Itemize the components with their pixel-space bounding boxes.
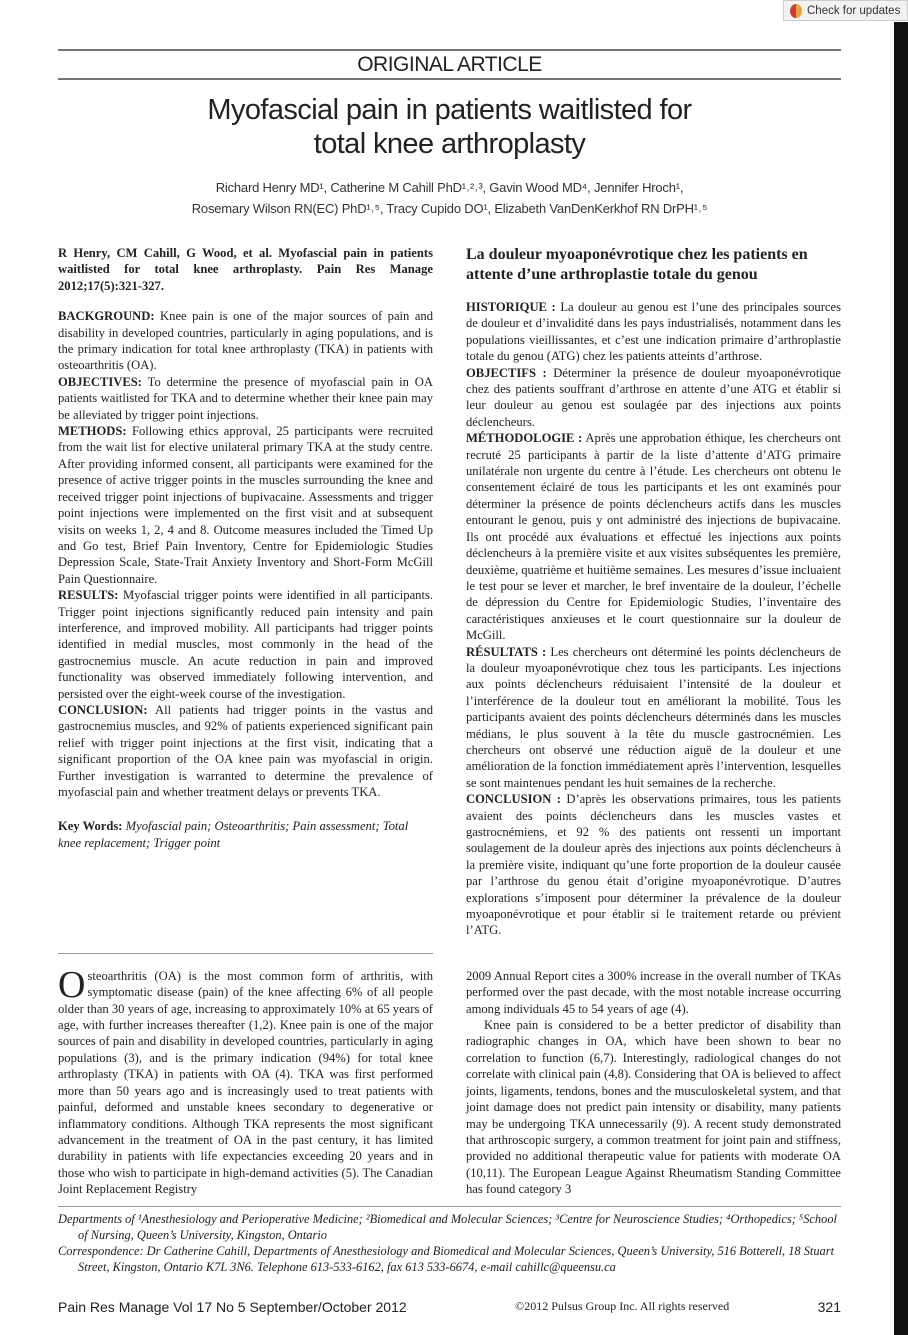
abstract-section [58, 308, 433, 374]
abstract-row [58, 245, 841, 939]
keywords-text: Myofascial pain; Osteoarthritis; Pain assessment; Total knee replacement; Trigger point [58, 819, 409, 850]
section-text: Les chercheurs ont déterminé les points déclencheurs de la douleur myoaponévrotique chez tous les participants. Les injections aux points déclencheurs réduisaient l’intensité de la douleur et l’interférence de la douleur tout en améliorant la mobilité. Tous les participants avaient des points déclencheurs déterminés dans les muscles médians, le plus souvent à la tête du muscle gastrocnémien. Les chercheurs ont observé une réduction aiguë de la douleur et une amélioration de la fonction immédiatement après l’intervention, lesquelles se sont maintenues pendant les huit semaines de la recherche. [466, 644, 841, 790]
check-for-updates-label: Check for updates [807, 4, 901, 17]
citation: R Henry, CM Cahill, G Wood, et al. Myofascial pain in patients waitlisted for total knee arthroplasty. Pain Res Manage 2012;17(5):321-327. [58, 246, 433, 293]
abstract-section [58, 423, 433, 587]
journal-info: Pain Res Manage Vol 17 No 5 September/October 2012 [58, 1298, 407, 1315]
section-label: ORIGINAL ARTICLE [357, 53, 542, 76]
body-column-right [466, 968, 841, 1198]
section-label: CONCLUSION: [58, 702, 148, 717]
authors-line: Rosemary Wilson RN(EC) PhD¹˒⁵, Tracy Cupido DO¹, Elizabeth VanDenKerkhof RN DrPH¹˒⁵ [191, 201, 708, 216]
body-paragraph: Knee pain is considered to be a better predictor of disability than radiographic changes in OA, which have been shown to bear no correlation to function (6,7). Interestingly, radiological changes do not correlate with clinical pain (4,8). Considering that OA is believed to affect joints, ligaments, tendons, bones and the musculoskeletal system, and that joint damage does not predict pain intensity or disability, many patients may be undergoing TKA unnecessarily (9). A recent study demonstrated that arthroscopic surgery, a common treatment for joint pain and stiffness, provided no additional therapeutic value for patients with moderate OA (10,11). The European League Against Rheumatism Standing Committee has found category 3 [466, 1018, 841, 1197]
body-paragraph [58, 963, 433, 1198]
article-title [58, 93, 841, 161]
page-footer [58, 1299, 841, 1315]
section-label: CONCLUSION : [466, 792, 561, 807]
section-label: RESULTS: [58, 588, 119, 603]
body-column-left [58, 963, 433, 1198]
section-label: MÉTHODOLOGIE : [466, 431, 583, 446]
article-page [58, 0, 841, 1335]
abstract-divider [58, 953, 433, 954]
abstract-french [466, 299, 841, 939]
footnotes [58, 1211, 841, 1275]
french-title: La douleur myoaponévrotique chez les patients en attente d’une arthroplastie totale du genou [466, 246, 808, 283]
section-text: D’après les observations primaires, tous les patients avaient des points déclencheurs dans les muscles vastes et gastrocnémiens, et 92 % des patients ont ressenti un important soulagement de la douleur après des injections aux points déclencheurs à la première visite, indiquant qu’une forte proportion de la douleur causée par l’arthrose du genou était d’origine myoaponévrotique. D’autres explorations s’imposent pour déterminer la prévalence de la douleur myoaponévrotique et pour établir si le traitement retarde ou prévient l’ATG. [466, 792, 841, 938]
viewer-edge [894, 22, 908, 1335]
keywords [58, 818, 433, 851]
section-text: La douleur au genou est l’une des principales sources de douleur et d’invalidité dans les pays industrialisés, notamment dans les populations vieillissantes, et c’est une indication primaire d’arthroplastie totale du genou (ATG) chez les patients atteints d’arthrose. [466, 300, 841, 364]
abstract-section [466, 365, 841, 431]
section-label: METHODS: [58, 424, 127, 439]
abstract-section [58, 374, 433, 423]
authors-line: Richard Henry MD¹, Catherine M Cahill PhD¹˒²˒³, Gavin Wood MD⁴, Jennifer Hroch¹, [215, 180, 684, 195]
abstract-section [466, 299, 841, 365]
abstract-section [466, 791, 841, 939]
paragraph-text: steoarthritis (OA) is the most common form of arthritis, with symptomatic disease (pain) of the knee affecting 6% of all people older than 30 years of age, increasing to approximately 10% at 65 years of age, with further increases thereafter (1,2). Knee pain is one of the major sources of pain and disability in developed countries, particularly in aging populations (3), and is the primary indication (94%) for total knee arthroplasty (TKA) in patients with OA (4). TKA was first performed more than 50 years ago and is increasingly used to treat patients with painful, deformed and unstable knees secondary to degenerative or inflammatory conditions. Although TKA represents the most significant advancement in the treatment of OA in the past century, it has limited durability in patients with life expectancies exceeding 20 years and in those who wish to participate in high-demand activities (5). The Canadian Joint Replacement Registry [58, 968, 433, 1197]
page-number: 321 [817, 1298, 841, 1315]
abstract-french-column [466, 245, 841, 939]
section-text: Myofascial trigger points were identified in all participants. Trigger point injections significantly reduced pain intensity and pain interference, and improved mobility. All participants had trigger points identified in medial muscles, most commonly in the head of the gastrocnemius muscle. An acute reduction in pain and improved functionality was observed immediately following intervention, and persisted over the eight-week course of the investigation. [58, 588, 434, 701]
check-for-updates-button[interactable] [783, 0, 908, 21]
abstract-section [58, 587, 433, 702]
body-paragraph: 2009 Annual Report cites a 300% increase in the overall number of TKAs performed over the past decade, with the most notable increase occurring among individuals 45 to 54 years of age (4). [466, 968, 841, 1016]
section-text: Déterminer la présence de douleur myoaponévrotique chez des patients souffrant d’arthrose en attente d’une ATG et établir si leur douleur au genou est soulagée par des injections aux points déclencheurs. [466, 365, 841, 429]
footnote-rule [58, 1206, 841, 1207]
section-label: HISTORIQUE : [466, 300, 556, 314]
section-label: RÉSULTATS : [466, 644, 547, 659]
body-row [58, 963, 841, 1198]
section-text: Following ethics approval, 25 participants were recruited from the wait list for elective unilateral primary TKA at the study centre. After providing informed consent, all participants were examined for the presence of active trigger points in the muscles surrounding the knee and received trigger point injections of bupivacaine. Assessments and trigger point injections were implemented on the first visit and at subsequent visits on weeks 1, 2, 4 and 8. Outcome measures included the Timed Up and Go test, Brief Pain Inventory, Centre for Epidemiologic Studies Depression Scale, State-Trait Anxiety Inventory and Short-Form McGill Pain Questionnaire. [58, 424, 433, 586]
drop-cap: O [58, 963, 86, 1006]
keywords-label: Key Words: [58, 819, 123, 834]
section-label: OBJECTIFS : [466, 365, 547, 380]
section-text: To determine the presence of myofascial pain in OA patients waitlisted for TKA and to determine whether their knee pain may be alleviated by trigger point injections. [58, 374, 433, 422]
copyright: ©2012 Pulsus Group Inc. All rights reserved [515, 1299, 730, 1314]
section-label: OBJECTIVES: [58, 374, 142, 389]
abstract-section [466, 430, 841, 643]
affiliations-note: Departments of ¹Anesthesiology and Perioperative Medicine; ²Biomedical and Molecular Sciences; ³Centre for Neuroscience Studies; ⁴Orthopedics; ⁵School of Nursing, Queen’s University, Kingston, Ontario [58, 1211, 837, 1242]
section-text: Knee pain is one of the major sources of pain and disability in developed countries, particularly in aging populations, and is the primary indication for total knee arthroplasty (TKA) in patients with osteoarthritis (OA). [58, 309, 433, 373]
abstract-english [58, 308, 433, 800]
abstract-english-column [58, 245, 433, 851]
section-text: Après une approbation éthique, les chercheurs ont recruté 25 participants à partir de la liste d’attente d’ATG primaire unilatérale non urgente du centre à l’étude. Les chercheurs ont obtenu le consentement éclairé de tous les participants et les ont examinés pour déterminer la présence de points déclencheurs actifs dans les muscles entourant le genou, puis y ont administré des injections de bupivacaine. Ils ont procédé aux évaluations et effectué les injections aux points déclencheurs à la première visite et aux visites subséquentes les première, deuxième, quatrième et huitième semaines. Les mesures d’issue incluaient le test pour se lever et marcher, le bref inventaire de la douleur, l’échelle de dépression du Centre for Epidemiologic Studies, l’inventaire des caractéristiques anxieuses et le court questionnaire sur la douleur de McGill. [466, 431, 841, 643]
author-list [58, 177, 841, 219]
abstract-section [58, 702, 433, 800]
title-line: total knee arthroplasty [313, 128, 586, 160]
abstract-section [466, 644, 841, 792]
header-rule-bottom [58, 78, 841, 80]
crossmark-icon [790, 4, 802, 18]
correspondence-note: Correspondence: Dr Catherine Cahill, Departments of Anesthesiology and Biomedical and Molecular Sciences, Queen’s University, 516 Botterell, 18 Stuart Street, Kingston, Ontario K7L 3N6. Telephone 613-533-6162, fax 613 533-6674, e-mail cahillc@queensu.ca [58, 1243, 835, 1274]
title-line: Myofascial pain in patients waitlisted for [207, 94, 692, 126]
section-label: BACKGROUND: [58, 309, 155, 324]
section-text: All patients had trigger points in the vastus and gastrocnemius muscles, and 92% of patients experienced significant pain relief with trigger point injections at the first visit, indicating that a significant proportion of the OA knee pain was myofascial in origin. Further investigation is warranted to determine the prevalence of myofascial pain and whether treatment delays or prevents TKA. [58, 702, 433, 799]
